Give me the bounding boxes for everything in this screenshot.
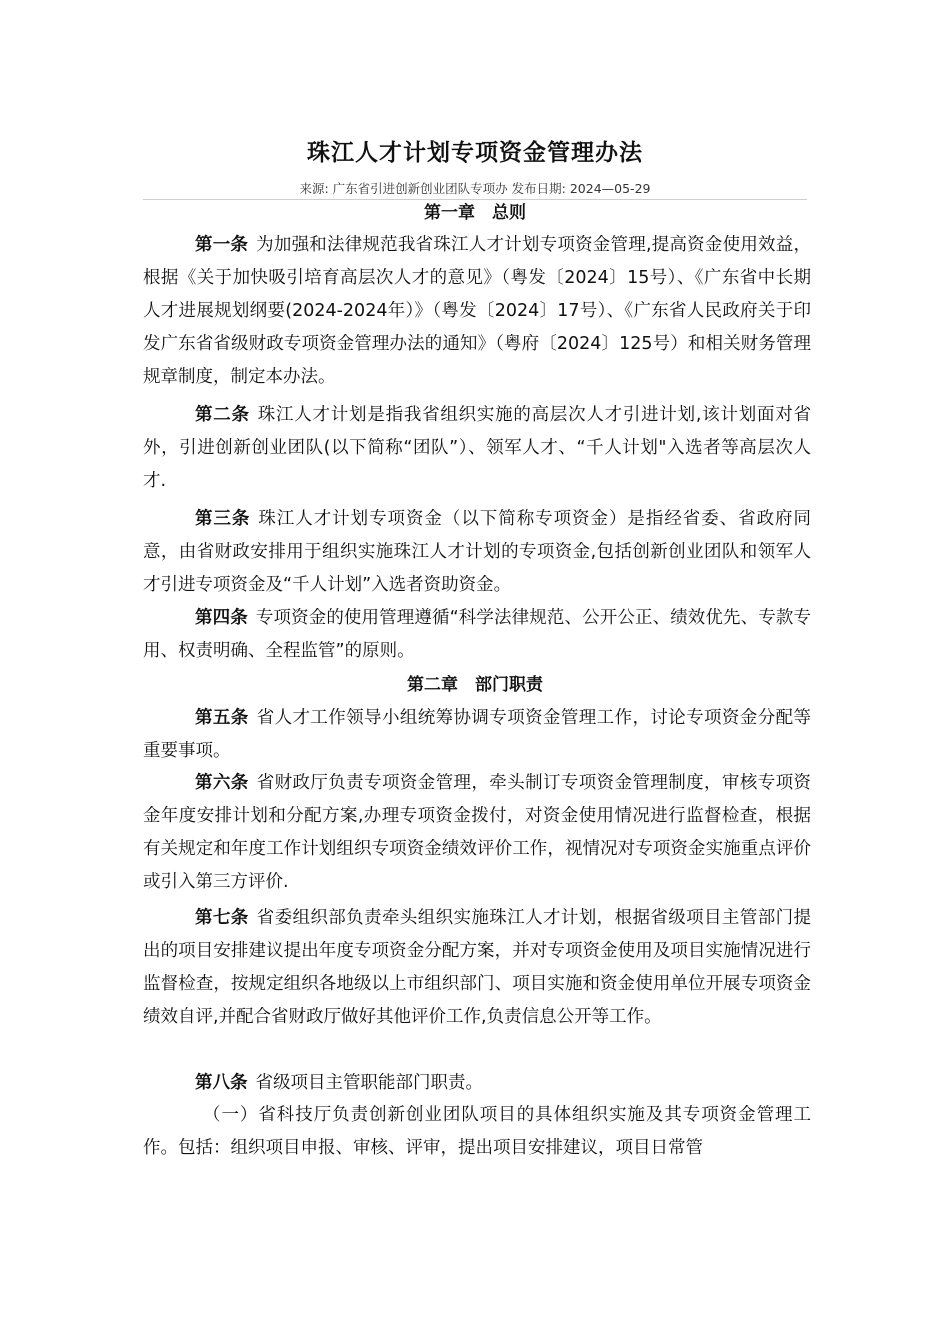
- chapter-heading-1: 第一章 总则: [424, 203, 526, 223]
- article-text: 省级项目主管职能部门职责。: [255, 1073, 483, 1093]
- article-1: [143, 229, 811, 394]
- article-3: [143, 503, 811, 602]
- article-label: 第七条: [195, 908, 249, 928]
- document-title: 珠江人才计划专项资金管理办法: [307, 140, 643, 166]
- article-text: 专项资金的使用管理遵循“科学法律规范、公开公正、绩效优先、专款专用、权责明确、全程监管”的原则。: [143, 608, 811, 661]
- article-8-item-1: （一）省科技厅负责创新创业团队项目的具体组织实施及其专项资金管理工作。包括：组织项目申报、审核、评审，提出项目安排建议，项目日常管: [143, 1105, 811, 1158]
- article-text: 为加强和法律规范我省珠江人才计划专项资金管理,提高资金使用效益，根据《关于加快吸引培育高层次人才的意见》（粤发〔2024〕15号）、《广东省中长期人才进展规划纲要(2024-2024年）》（粤发〔2024〕17号）、《广东省人民政府关于印发广东省省级财政专项资金管理办法的通知》（粤府〔2024〕125号）和相关财务管理规章制度，制定本办法。: [143, 235, 811, 387]
- article-label: 第一条: [195, 235, 249, 255]
- chapter-heading-2: 第二章 部门职责: [407, 675, 543, 695]
- article-7: [143, 902, 811, 1034]
- article-text: 省财政厅负责专项资金管理，牵头制订专项资金管理制度，审核专项资金年度安排计划和分配方案,办理专项资金拨付，对资金使用情况进行监督检查，根据有关规定和年度工作计划组织专项资金绩效评价工作，视情况对专项资金实施重点评价或引入第三方评价.: [143, 773, 812, 892]
- article-4: [143, 602, 811, 668]
- article-label: 第八条: [195, 1073, 248, 1093]
- article-text: 珠江人才计划专项资金（以下简称专项资金）是指经省委、省政府同意，由省财政安排用于组织实施珠江人才计划的专项资金,包括创新创业团队和领军人才引进专项资金及“千人计划”入选者资助资金。: [143, 509, 811, 595]
- article-6: [143, 767, 811, 899]
- source-and-date: 来源: 广东省引进创新创业团队专项办 发布日期: 2024—05-29: [299, 181, 651, 196]
- article-2: [143, 399, 811, 498]
- article-5: [143, 702, 811, 768]
- article-label: 第二条: [195, 405, 250, 425]
- article-label: 第五条: [195, 708, 249, 728]
- article-8: [143, 1067, 811, 1100]
- article-label: 第六条: [195, 773, 249, 793]
- divider-line: [143, 199, 807, 200]
- article-text: 省人才工作领导小组统筹协调专项资金管理工作，讨论专项资金分配等重要事项。: [143, 708, 812, 761]
- article-text: 珠江人才计划是指我省组织实施的高层次人才引进计划,该计划面对省外，引进创新创业团队(以下简称“团队”）、领军人才、“千人计划"入选者等高层次人才.: [143, 405, 812, 491]
- article-text: 省委组织部负责牵头组织实施珠江人才计划，根据省级项目主管部门提出的项目安排建议提出年度专项资金分配方案，并对专项资金使用及项目实施情况进行监督检查，按规定组织各地级以上市组织部门、项目实施和资金使用单位开展专项资金绩效自评,并配合省财政厅做好其他评价工作,负责信息公开等工作。: [143, 908, 812, 1027]
- article-label: 第三条: [195, 509, 251, 529]
- article-label: 第四条: [195, 608, 248, 628]
